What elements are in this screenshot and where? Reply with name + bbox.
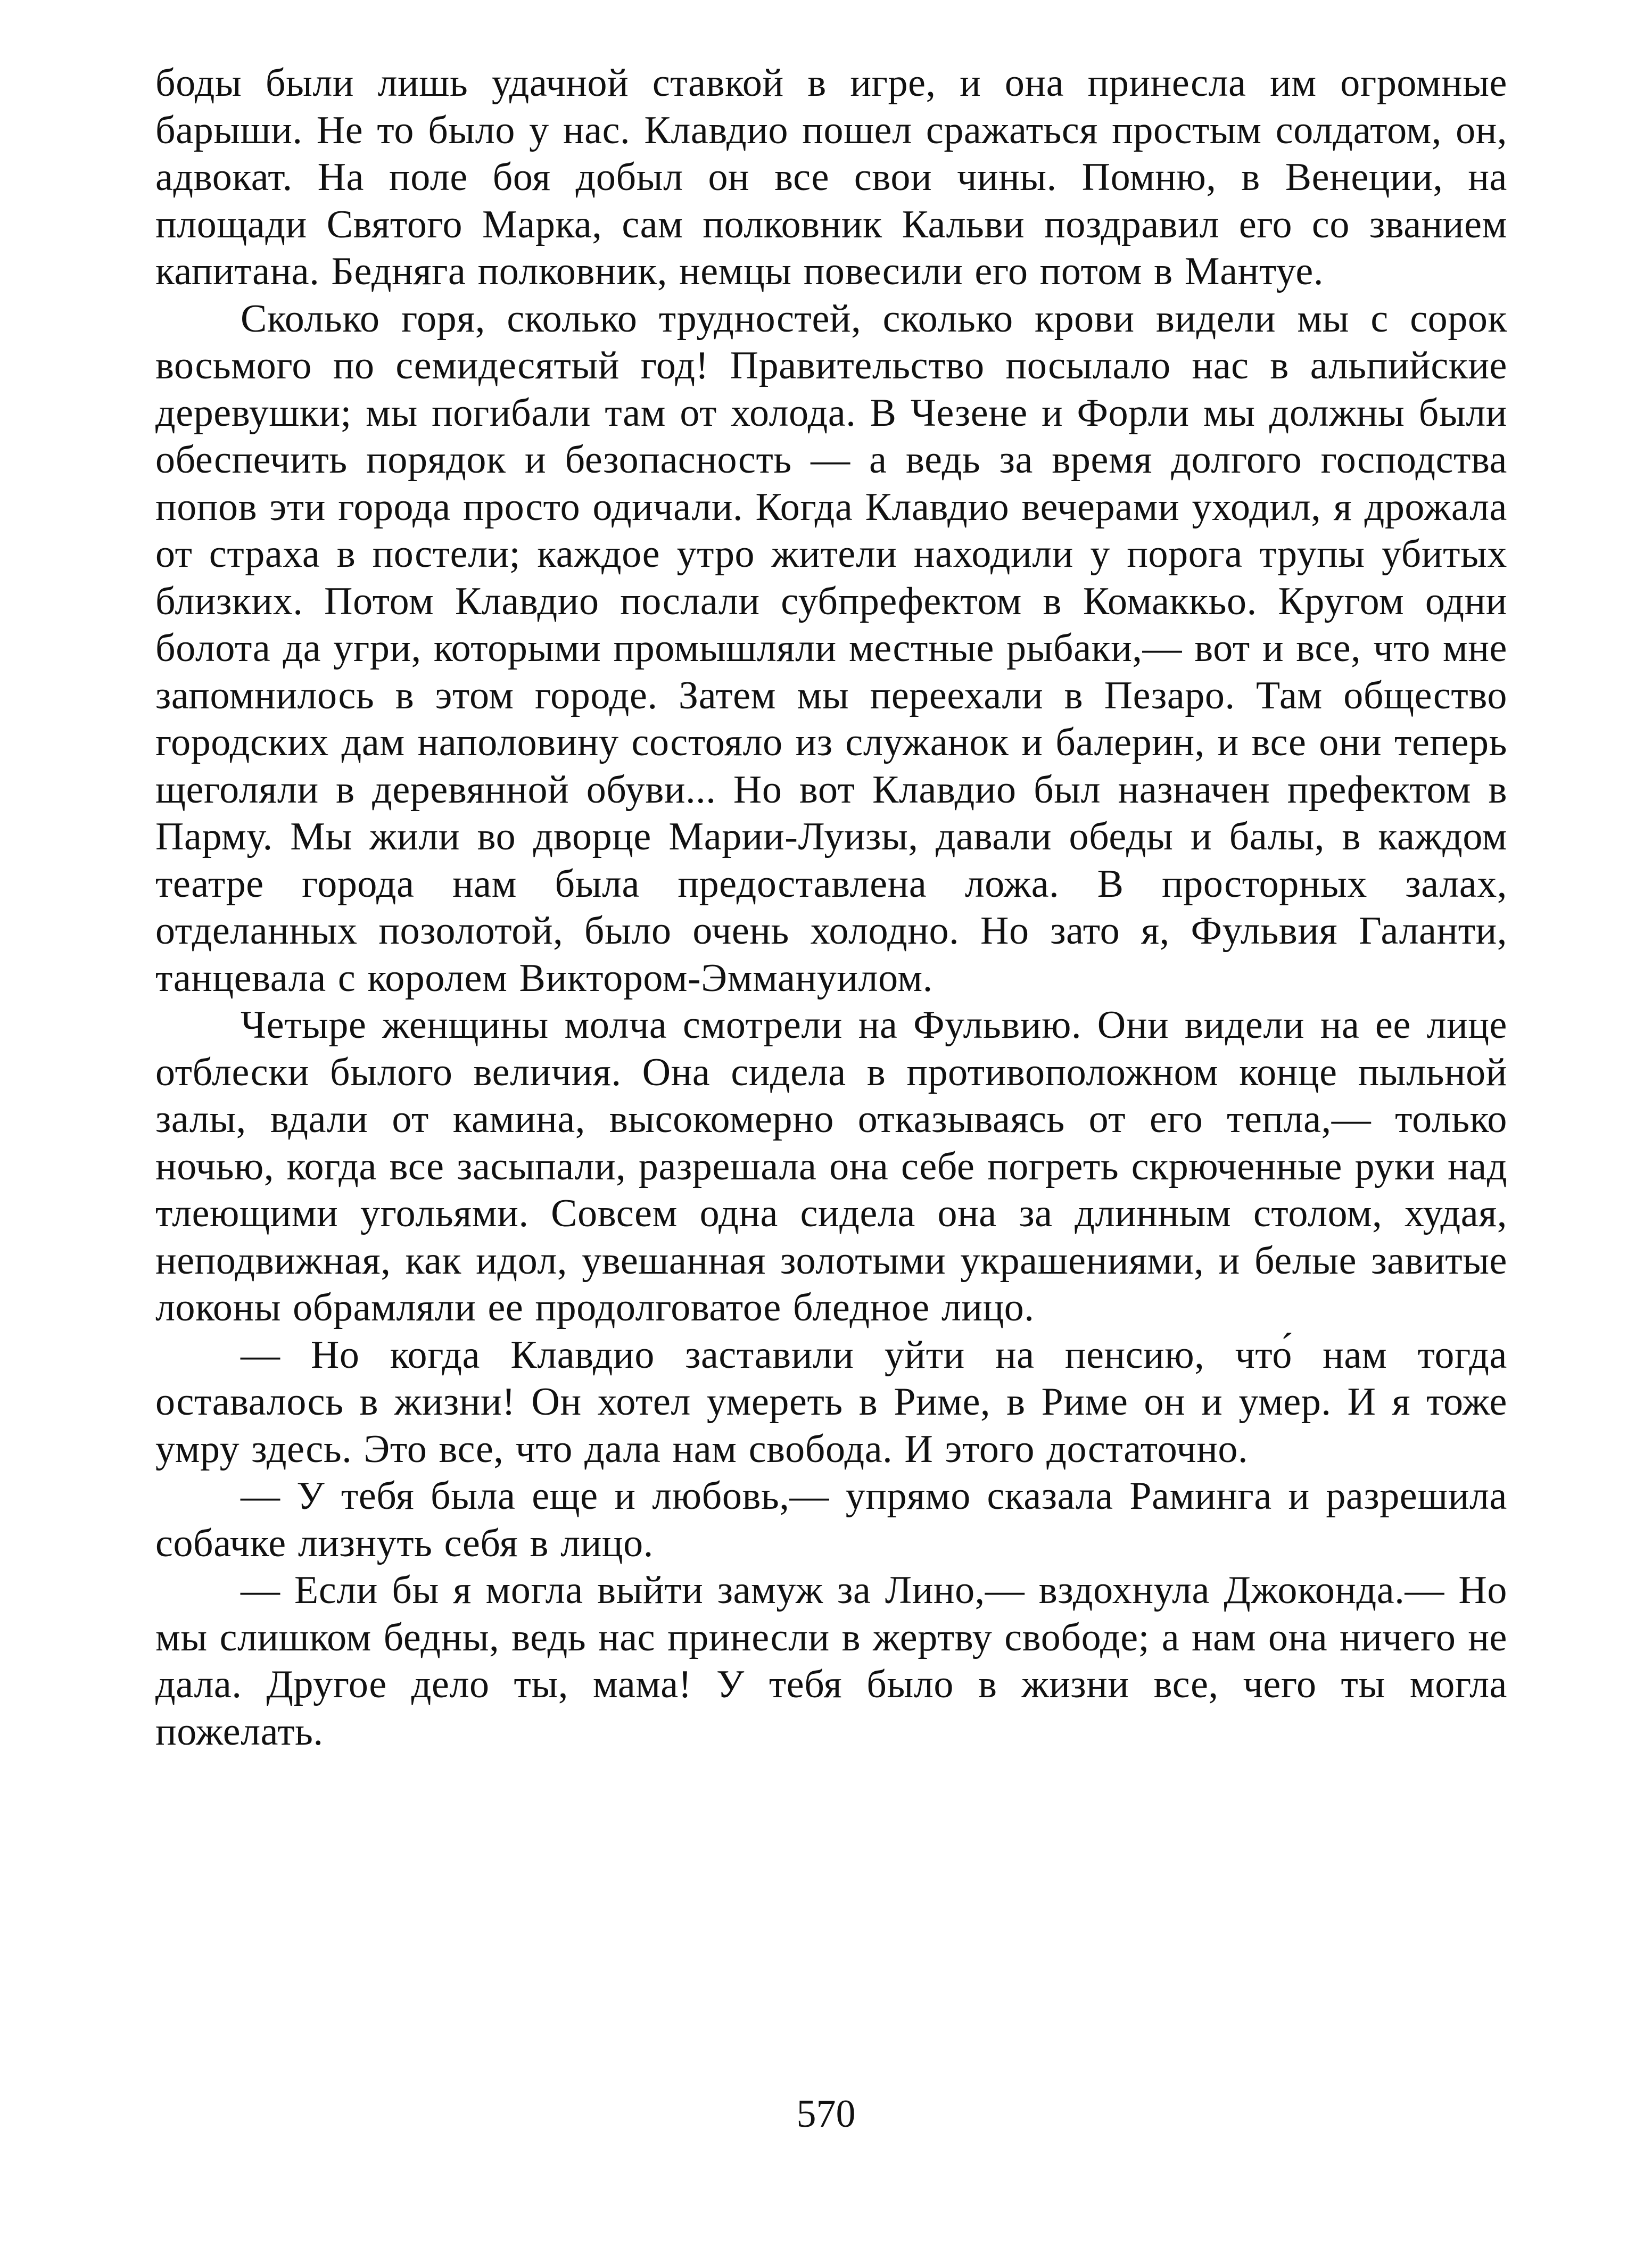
paragraph-6: — Если бы я могла выйти замуж за Лино,— вздохнула Джоконда.— Но мы слишком бедны, ведь нас принесли в жертву свободе; а нам она ничего не дала. Другое дело ты, мама! У тебя было в жизни все, чего ты могла пожелать. bbox=[155, 1568, 1507, 1754]
paragraph-3: Четыре женщины молча смотрели на Фульвию. Они видели на ее лице отблески былого величия. Она сидела в противоположном конце пыльной залы, вдали от камина, высокомерно отказываясь от его тепла,— только ночью, когда все засыпали, разрешала она себе погреть скрюченные руки над тлеющими угольями. Совсем одна сидела она за длинным столом, худая, неподвижная, как идол, увешанная золотыми украшениями, и белые завитые локоны обрамляли ее продолговатое бледное лицо. bbox=[155, 1003, 1507, 1329]
paragraph-5: — У тебя была еще и любовь,— упрямо сказала Раминга и разрешила собачке лизнуть себя в лицо. bbox=[155, 1474, 1507, 1565]
page-number: 570 bbox=[796, 2092, 856, 2136]
paragraph-1: боды были лишь удачной ставкой в игре, и она принесла им огромные барыши. Не то было у нас. Клавдио пошел сражаться простым солдатом, он, адвокат. На поле боя добыл он все свои чины. Помню, в Венеции, на площади Святого Марка, сам полковник Кальви поздравил его со званием капитана. Бедняга полковник, немцы повесили его потом в Мантуе. bbox=[155, 61, 1507, 293]
paragraph-2: Сколько горя, сколько трудностей, сколько крови видели мы с сорок восьмого по семидесятый год! Правительство посылало нас в альпийские деревушки; мы погибали там от холода. В Чезене и Форли мы должны были обеспечить порядок и безопасность — а ведь за время долгого господства попов эти города просто одичали. Когда Клавдио вечерами уходил, я дрожала от страха в постели; каждое утро жители находили у порога трупы убитых близких. Потом Клавдио послали субпрефектом в Комаккьо. Кругом одни болота да угри, которыми промышляли местные рыбаки,— вот и все, что мне запомнилось в этом городе. Затем мы переехали в Пезаро. Там общество городских дам наполовину состояло из служанок и балерин, и все они теперь щеголяли в деревянной обуви... Но вот Клавдио был назначен префектом в Парму. Мы жили во дворце Марии-Луизы, давали обеды и балы, в каждом театре города нам была предоставлена ложа. В просторных залах, отделанных позолотой, было очень холодно. Но зато я, Фульвия Галанти, танцевала с королем Виктором-Эммануилом. bbox=[155, 296, 1507, 1000]
book-page bbox=[155, 60, 1507, 1755]
paragraph-4: — Но когда Клавдио заставили уйти на пенсию, что́ нам тогда оставалось в жизни! Он хотел умереть в Риме, в Риме он и умер. И я тоже умру здесь. Это все, что дала нам свобода. И этого достаточно. bbox=[155, 1333, 1507, 1471]
